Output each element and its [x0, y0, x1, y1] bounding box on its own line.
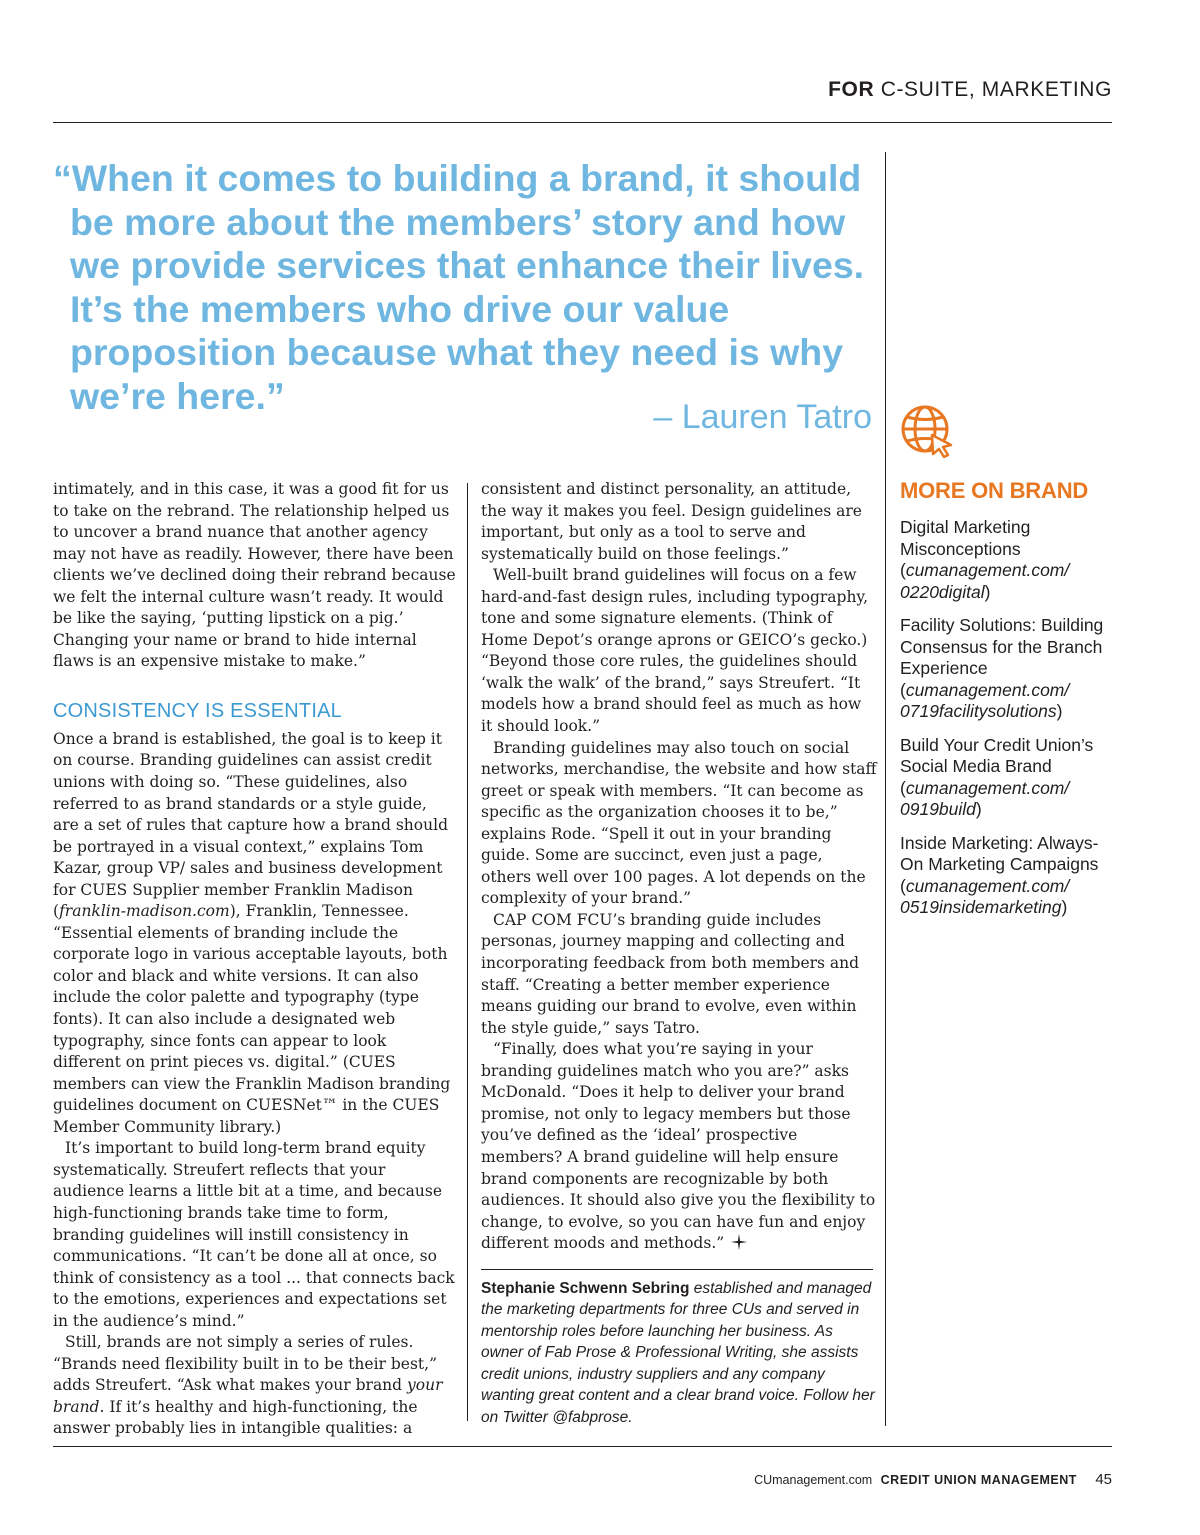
author-name: Stephanie Schwenn Sebring: [481, 1279, 690, 1297]
paragraph: Still, brands are not simply a series of rules. “Brands need flexibility built in to be their best,” adds Streufert. “Ask what makes your brand your brand. If it’s healthy and high-functioning, the answer probably lies in intangible qualities: a: [53, 1333, 443, 1438]
top-rule: [53, 122, 1112, 123]
sidebar-heading: MORE ON BRAND: [900, 478, 1089, 503]
article-column-2: [481, 479, 877, 1428]
sidebar-link[interactable]: Build Your Credit Union’s Social Media Brand (cumanagement.com/ 0919build): [900, 734, 1094, 819]
pull-quote-attribution: – Lauren Tatro: [653, 398, 872, 436]
sidebar-link[interactable]: Inside Marketing: Always-On Marketing Campaigns (cumanagement.com/ 0519insidemarketing): [900, 832, 1099, 917]
page-footer: [754, 1471, 1112, 1489]
section-label-audience: C-SUITE, MARKETING: [880, 78, 1112, 101]
sparkle-icon: [730, 1233, 748, 1251]
column-divider: [467, 483, 468, 1421]
paragraph: Branding guidelines may also touch on social networks, merchandise, the website and how staff greet or speak with members. “It can become as specific as the organization chooses it to be,” explains Rode. “Spell it out in your branding guide. Some are succinct, even just a page, others well over 100 pages. A lot depends on the complexity of your brand.”: [481, 738, 877, 908]
page-number: 45: [1095, 1471, 1112, 1488]
footer-site: CUmanagement.com: [754, 1473, 873, 1487]
bio-divider: [481, 1269, 873, 1270]
franklin-madison-link[interactable]: franklin-madison.com: [59, 902, 230, 921]
author-bio: Stephanie Schwenn Sebring established and managed the marketing departments for three CUs and served in mentorship roles before launching her business. As owner of Fab Prose & Professional Writing, she assists credit unions, industry suppliers and any company wanting great content and a clear brand voice. Follow her on Twitter @fabprose.: [481, 1279, 875, 1426]
section-heading: CONSISTENCY IS ESSENTIAL: [53, 699, 342, 722]
paragraph: CAP COM FCU’s branding guide includes personas, journey mapping and collecting and incorporating feedback from both members and staff. “Creating a better member experience means guiding our brand to evolve, even within the style guide,” says Tatro.: [481, 910, 860, 1037]
paragraph: Well-built brand guidelines will focus on a few hard-and-fast design rules, including typography, tone and some signature elements. (Think of Home Depot’s orange aprons or GEICO’s gecko.) “Beyond those core rules, the guidelines should ‘walk the walk’ of the brand,” says Streufert. “It models how a brand should feel as much as how it should look.”: [481, 566, 869, 736]
paragraph: consistent and distinct personality, an attitude, the way it makes you feel. Design guidelines are important, but only as a tool to serve and systematically build on those feelings.”: [481, 480, 862, 563]
pull-quote: “When it comes to building a brand, it should be more about the members’ story and how we provide services that enhance their lives. It’s the members who drive our value proposition because what they need is why we’re here.”: [53, 157, 865, 417]
sidebar-link[interactable]: Facility Solutions: Building Consensus for the Branch Experience (cumanagement.com/ 0719facilitysolutions): [900, 615, 1104, 721]
section-label-for: FOR: [828, 78, 875, 101]
paragraph: It’s important to build long-term brand equity systematically. Streufert reflects that your audience learns a little bit at a time, and because high-functioning brands take time to form, branding guidelines will instill consistency in communications. “It can’t be done all at once, so think of consistency as a tool ... that connects back to the emotions, experiences and expectations set in the audience’s mind.”: [53, 1139, 455, 1330]
paragraph: intimately, and in this case, it was a good fit for us to take on the rebrand. The relationship helped us to uncover a brand nuance that another agency may not have as readily. However, there have been clients we’ve declined doing their rebrand because we felt the internal culture wasn’t ready. It would be like the saying, ‘putting lipstick on a pig.’ Changing your name or brand to hide internal flaws is an expensive mistake to make.”: [53, 480, 456, 671]
globe-cursor-icon: [900, 404, 954, 458]
sidebar-divider: [885, 152, 886, 1426]
sidebar-link[interactable]: Digital Marketing Misconceptions (cumanagement.com/ 0220digital): [900, 517, 1070, 602]
more-on-brand-sidebar: [900, 404, 1114, 919]
bottom-rule: [53, 1446, 1112, 1447]
article-column-1: [53, 479, 457, 1440]
paragraph: Once a brand is established, the goal is to keep it on course. Branding guidelines can assist credit unions with doing so. “These guidelines, also referred to as brand standards or a style guide, are a set of rules that capture how a brand should be portrayed in a visual context,” explains Tom Kazar, group VP/ sales and business development for CUES Supplier member Franklin Madison (franklin-madison.com), Franklin, Tennessee. “Essential elements of branding include the corporate logo in various acceptable layouts, both color and black and white versions. It can also include the color palette and typography (type fonts). It can also include a designated web typography, since fonts can appear to look different on print pieces vs. digital.” (CUES members can view the Franklin Madison branding guidelines document on CUESNet™ in the CUES Member Community library.): [53, 729, 451, 1136]
footer-magazine: CREDIT UNION MANAGEMENT: [880, 1473, 1077, 1487]
section-label: [828, 78, 1112, 102]
paragraph: “Finally, does what you’re saying in your branding guidelines match who you are?” asks McDonald. “Does it help to deliver your brand promise, not only to legacy members but those you’ve defined as the ‘ideal’ prospective members? A brand guideline will help ensure brand components are recognizable by both audiences. It should also give you the flexibility to change, to evolve, so you can have fun and enjoy different moods and methods.”: [481, 1040, 876, 1253]
